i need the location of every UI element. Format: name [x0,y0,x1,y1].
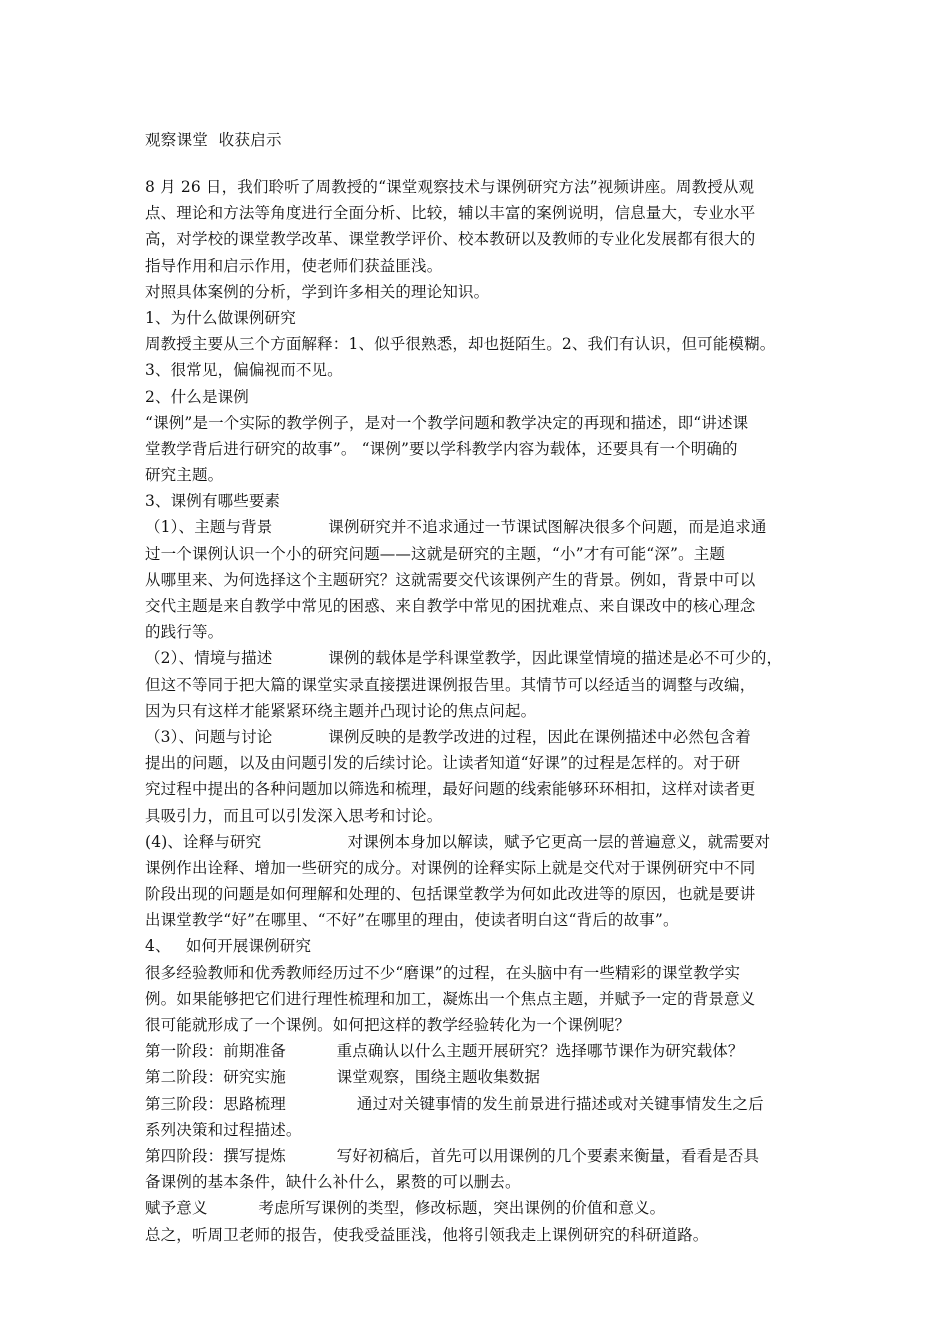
text-line: 总之，听周卫老师的报告，使我受益匪浅，他将引领我走上课例研究的科研道路。 [145,1225,709,1244]
text-line: 但这不等同于把大篇的课堂实录直接摆进课例报告里。其情节可以经适当的调整与改编， [145,675,756,694]
text-line: 第三阶段：思路梳理 通过对关键事情的发生前景进行描述或对关键事情发生之后 [145,1094,764,1113]
text-line: 提出的问题，以及由问题引发的后续讨论。让读者知道“好课”的过程是怎样的。对于研 [145,754,741,773]
text-line: （2）、情境与描述 课例的载体是学科课堂教学，因此课堂情境的描述是必不可少的， [145,649,783,668]
text-line: 第一阶段：前期准备 重点确认以什么主题开展研究？选择哪节课作为研究载体？ [145,1042,744,1061]
text-line: 课例作出诠释、增加一些研究的成分。对课例的诠释实际上就是交代对于课例研究中不同 [145,858,756,877]
text-line: 从哪里来、为何选择这个主题研究？这就需要交代该课例产生的背景。例如，背景中可以 [145,570,756,589]
text-line: 赋予意义 考虑所写课例的类型，修改标题，突出课例的价值和意义。 [145,1199,666,1218]
text-line: 点、理论和方法等角度进行全面分析、比较，辅以丰富的案例说明，信息量大，专业水平 [145,204,756,223]
text-line: 周教授主要从三个方面解释：1、似乎很熟悉，却也挺陌生。2、我们有认识，但可能模糊。 [145,335,776,354]
text-line: 具吸引力，而且可以引发深入思考和讨论。 [145,806,443,825]
text-line: 3、课例有哪些要素 [145,492,281,511]
text-line: 第四阶段：撰写提炼 写好初稿后，首先可以用课例的几个要素来衡量，看看是否具 [145,1146,760,1165]
text-line: 指导作用和启示作用，使老师们获益匪浅。 [145,256,443,275]
text-line: 阶段出现的问题是如何理解和处理的、包括课堂教学为何如此改进等的原因，也就是要讲 [145,885,756,904]
text-line: 很可能就形成了一个课例。如何把这样的教学经验转化为一个课例呢？ [145,1016,631,1034]
text-line: 过一个课例认识一个小的研究问题——这就是研究的主题，“小”才有可能“深”。主题 [145,544,726,563]
text-line: 1、为什么做课例研究 [145,308,296,327]
document-title: 观察课堂 收获启示 [145,131,282,149]
text-line: 研究主题。 [145,466,224,485]
text-line: 例。如果能够把它们进行理性梳理和加工，凝炼出一个焦点主题，并赋予一定的背景意义 [145,989,756,1008]
text-line: 3、很常见，偏偏视而不见。 [145,361,343,380]
text-line: 的践行等。 [145,623,224,642]
text-line: （1）、主题与背景 课例研究并不追求通过一节课试图解决很多个问题，而是追求通 [145,518,767,537]
text-line: 系列决策和过程描述。 [145,1120,302,1139]
text-line: 对照具体案例的分析，学到许多相关的理论知识。 [145,282,490,301]
text-line: (4)、诠释与研究 对课例本身加以解读，赋予它更高一层的普遍意义，就需要对 [145,832,771,851]
text-line: 究过程中提出的各种问题加以筛选和梳理，最好问题的线索能够环环相扣，这样对读者更 [145,780,756,799]
text-line: 备课例的基本条件，缺什么补什么，累赘的可以删去。 [145,1173,521,1192]
text-line: “课例”是一个实际的教学例子，是对一个教学问题和教学决定的再现和描述，即“讲述课 [145,413,749,432]
text-line: 因为只有这样才能紧紧环绕主题并凸现讨论的焦点问起。 [145,701,537,720]
text-line: 堂教学背后进行研究的故事”。 “课例”要以学科教学内容为载体，还要具有一个明确的 [145,439,738,458]
text-line: 高，对学校的课堂教学改革、课堂教学评价、校本教研以及教师的专业化发展都有很大的 [145,230,756,249]
text-line: 出课堂教学“好”在哪里、“不好”在哪里的理由，使读者明白这“背后的故事”。 [145,911,679,930]
text-line: 8 月 26 日，我们聆听了周教授的“课堂观察技术与课例研究方法”视频讲座。周教授从观 [145,178,755,196]
text-line: 2、什么是课例 [145,387,249,406]
text-line: 4、 如何开展课例研究 [145,937,312,956]
document-body [145,174,813,1248]
text-line: （3）、问题与讨论 课例反映的是教学改进的过程，因此在课例描述中必然包含着 [145,727,751,746]
text-line: 交代主题是来自教学中常见的困惑、来自教学中常见的困扰难点、来自课改中的核心理念 [145,597,756,615]
text-line: 很多经验教师和优秀教师经历过不少“磨课”的过程，在头脑中有一些精彩的课堂教学实 [145,963,741,982]
text-line: 第二阶段：研究实施 课堂观察，围绕主题收集数据 [145,1068,541,1087]
